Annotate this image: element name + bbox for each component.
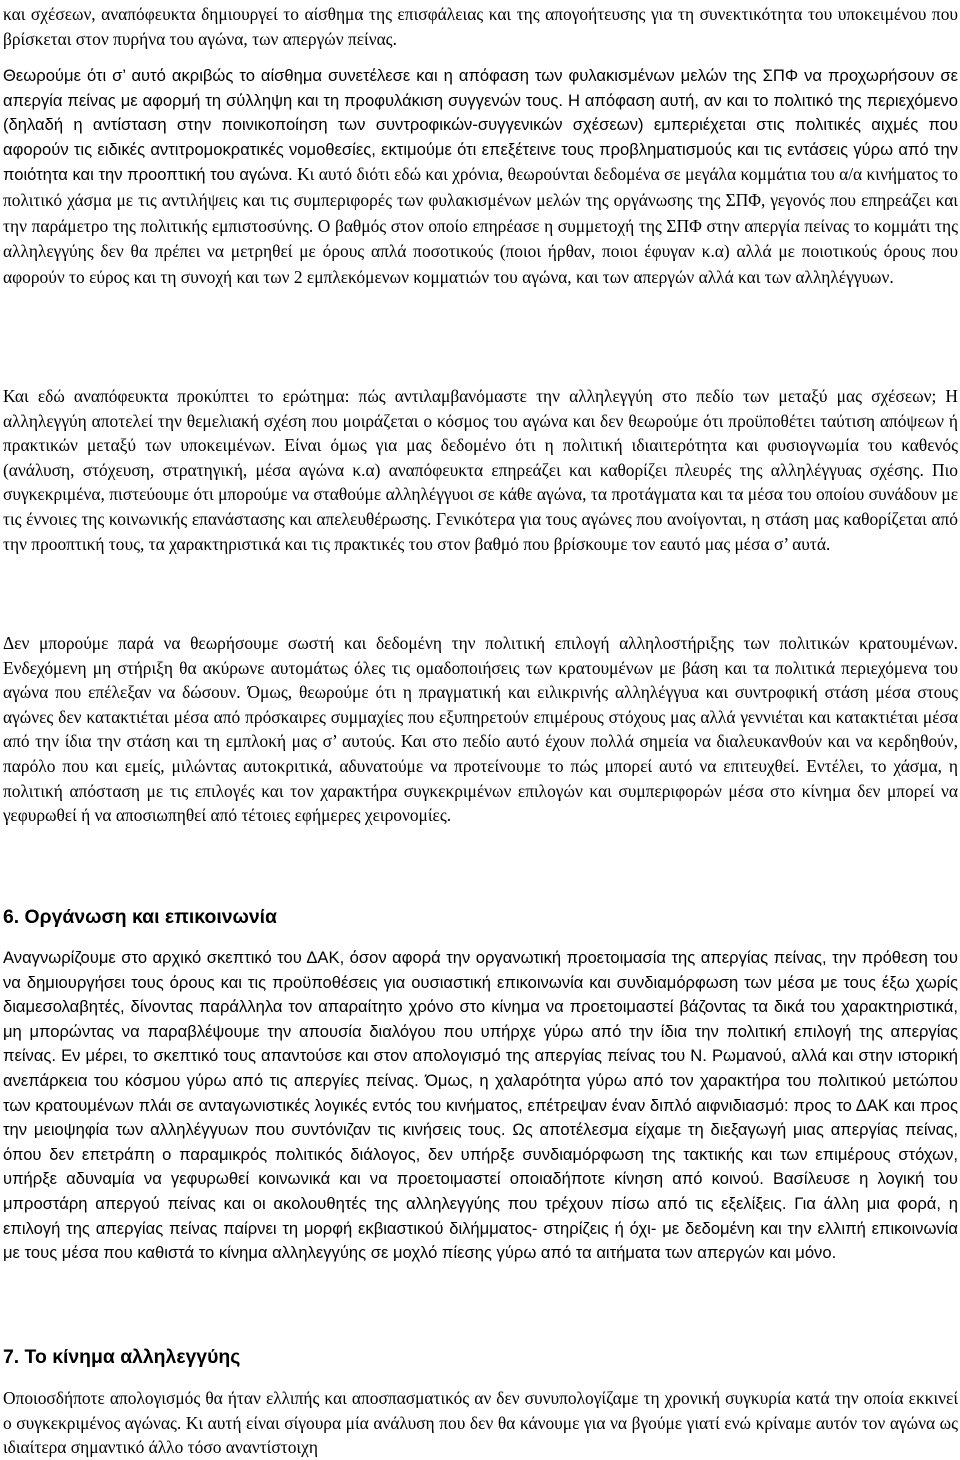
paragraph-hunger-strike-decision: [3, 64, 958, 290]
paragraph-solidarity-movement: Οποιοσδήποτε απολογισμός θα ήταν ελλιπής και αποσπασματικός αν δεν συνυπολογίζαμε τη χρονική συγκυρία κατά την οποία εκκινεί ο συγκεκριμένος αγώνας. Κι αυτή είναι σίγουρα μία ανάλυση που δεν θα κάνουμε για να βγούμε γιατί ενώ κρίναμε αυτόν τον αγώνα ως ιδιαίτερα σημαντικό άλλο τόσο αναντίστοιχη: [3, 1388, 958, 1458]
paragraph-sans-part: Θεωρούμε ότι σ’ αυτό ακριβώς το αίσθημα συνετέλεσε και η απόφαση των φυλακισμένων μελών της ΣΠΦ να προχωρήσουν σε απεργία πείνας με αφορμή τη σύλληψη και τη προφυλάκιση συγγενών τους. Η απόφαση αυτή, αν και το πολιτικό της περιεχόμενο (δηλαδή η αντίσταση στην ποινικοποίηση των συντροφικών-συγγενικών σχέσεων) εμπεριέχεται στις πολιτικές αιχμές που αφορούν τις ειδικές αντιτρομοκρατικές νομοθεσίες, εκτιμούμε ότι επεξέτεινε τους προβληματισμούς και τις εντάσεις γύρω από την ποιότητα και την προοπτική του αγώνα.: [3, 66, 958, 185]
paragraph-organization: Αναγνωρίζουμε στο αρχικό σκεπτικό του ΔΑΚ, όσον αφορά την οργανωτική προετοιμασία της απεργίας πείνας, την πρόθεση του να δημιουργήσει τους όρους και τις προϋποθέσεις για ουσιαστική επικοινωνία και συνδιαμόρφωση των μέσα με τους έξω χωρίς διαμεσολαβητές, δίνοντας παράλληλα τον απαραίτητο χρόνο στο κίνημα να προετοιμαστεί βάζοντας τα δικά του χαρακτηριστικά, μη μπορώντας να παραβλέψουμε την απουσία διαλόγου που υπήρχε γύρω από την ίδια την πολιτική επιλογή της απεργίας πείνας. Εν μέρει, το σκεπτικό τους απαντούσε και στον απολογισμό της απεργίας πείνας του Ν. Ρωμανού, αλλά και στην ιστορική ανεπάρκεια του κόσμου γύρω από τις απεργίες πείνας. Όμως, η χαλαρότητα γύρω από τον χαρακτήρα του πολιτικού μετώπου των κρατουμένων πλάι σε ανταγωνιστικές λογικές εντός του κινήματος, επέτρεψαν έναν διπλό αιφνιδιασμό: προς το ΔΑΚ και προς την μειοψηφία των αλληλέγγυων που συντόνιζαν τις κινήσεις τους. Ως αποτέλεσμα είχαμε τη διεξαγωγή μιας απεργίας πείνας, όπου δεν επετράπη ο παραμικρός πολιτικός διάλογος, δεν υπήρξε συνδιαμόρφωση της τακτικής και των επιμέρους στόχων, υπήρξε αδυναμία να γεφυρωθεί κοινωνικά και να προετοιμαστεί οποιαδήποτε κίνηση από κοινού. Βασίλευσε η λογική του μπροστάρη απεργού πείνας και οι ακολουθητές της αλληλεγγύης που τρέχουν πίσω από τις εξελίξεις. Για άλλη μια φορά, η επιλογή της απεργίας πείνας παίρνει τη μορφή εκβιαστικού διλήμματος- στηρίζεις ή όχι- με δεδομένη και την ελλιπή επικοινωνία με τους μέσα που καθιστά το κίνημα αλληλεγγύης σε μοχλό πίεσης γύρω από τα αιτήματα των απεργών και μόνο.: [3, 948, 958, 1263]
paragraph-solidarity-question: Και εδώ αναπόφευκτα προκύπτει το ερώτημα: πώς αντιλαμβανόμαστε την αλληλεγγύη στο πεδίο των μεταξύ μας σχέσεων; Η αλληλεγγύη αποτελεί την θεμελιακή σχέση που μοιράζεται ο κόσμος του αγώνα και δεν θεωρούμε ότι προϋποθέτει ταύτιση απόψεων ή πρακτικών μεταξύ των υποκειμένων. Είναι όμως για μας δεδομένο ότι η πολιτική ιδιαιτερότητα και φυσιογνωμία του καθενός (ανάλυση, στόχευση, στρατηγική, μέσα αγώνα κ.α) αναπόφευκτα επηρεάζει και καθορίζει πλευρές της αλληλέγγυας σχέσης. Πιο συγκεκριμένα, πιστεύουμε ότι μπορούμε να σταθούμε αλληλέγγυοι σε κάθε αγώνα, τα προτάγματα και τα μέσα του οποίου συνάδουν με τις έννοιες της κοινωνικής επανάστασης και απελευθέρωσης. Γενικότερα για τους αγώνες που ανοίγονται, η στάση μας καθορίζεται από την προοπτική τους, τα χαρακτηριστικά και τις πρακτικές του στον βαθμό που βρίσκουμε τον εαυτό μας μέσα σ’ αυτά.: [3, 386, 958, 554]
section-heading-solidarity-movement: 7. Το κίνημα αλληλεγγύης: [3, 1346, 241, 1368]
paragraph-intro: και σχέσεων, αναπόφευκτα δημιουργεί το αίσθημα της επισφάλειας και της απογοήτευσης για τη συνεκτικότητα του υποκειμένου που βρίσκεται στον πυρήνα του αγώνα, των απεργών πείνας.: [3, 4, 958, 49]
section-heading-organization: 6. Οργάνωση και επικοινωνία: [3, 906, 277, 928]
paragraph-serif-part: Κι αυτό διότι εδώ και χρόνια, θεωρούνται δεδομένα σε μεγάλα κομμάτια του α/α κινήματος το πολιτικό χάσμα με τις αντιλήψεις και τις συμπεριφορές των φυλακισμένων μελών της οργάνωσης της ΣΠΦ, γεγονός που επηρεάζει και την παράμετρο της πολιτικής εμπιστοσύνης. Ο βαθμός στον οποίο επηρέασε η συμμετοχή της ΣΠΦ στην απεργία πείνας το κομμάτι της αλληλεγγύης δεν θα πρέπει να μετρηθεί με όρους απλά ποσοτικούς (ποιοι ήρθαν, ποιοι έφυγαν κ.α) αλλά με ποιοτικούς όρους που αφορούν το εύρος και τη συνοχή και των 2 εμπλεκόμενων κομματιών του αγώνα, και των απεργών αλλά και των αλληλέγγυων.: [3, 164, 958, 287]
paragraph-political-prisoners: Δεν μπορούμε παρά να θεωρήσουμε σωστή και δεδομένη την πολιτική επιλογή αλληλοστήριξης των πολιτικών κρατουμένων. Ενδεχόμενη μη στήριξη θα ακύρωνε αυτομάτως όλες τις ομαδοποιήσεις των κρατουμένων με βάση και τα πολιτικά περιεχόμενα του αγώνα που επέλεξαν να δώσουν. Όμως, θεωρούμε ότι η πραγματική και ειλικρινής αλληλέγγυα και συντροφική στάση μέσα στους αγώνες δεν κατακτιέται μέσα από πρόσκαιρες συμμαχίες που εξυπηρετούν επιμέρους στόχους μας αλλά γεννιέται και κατακτιέται μέσα από την ίδια την στάση και τη εμπλοκή μας σ’ αυτούς. Και στο πεδίο αυτό έχουν πολλά σημεία να διαλευκανθούν και να κερδηθούν, παρόλο που και εμείς, μιλώντας αυτοκριτικά, αδυνατούμε να προτείνουμε το πώς μπορεί αυτό να επιτευχθεί. Εντέλει, το χάσμα, η πολιτική απόσταση με τις επιλογές και τον χαρακτήρα συγκεκριμένων επιλογών και συμπεριφορών μέσα στο κίνημα δεν μπορεί να γεφυρωθεί ή να αποσιωπηθεί από τέτοιες εφήμερες χειρονομίες.: [3, 633, 958, 826]
